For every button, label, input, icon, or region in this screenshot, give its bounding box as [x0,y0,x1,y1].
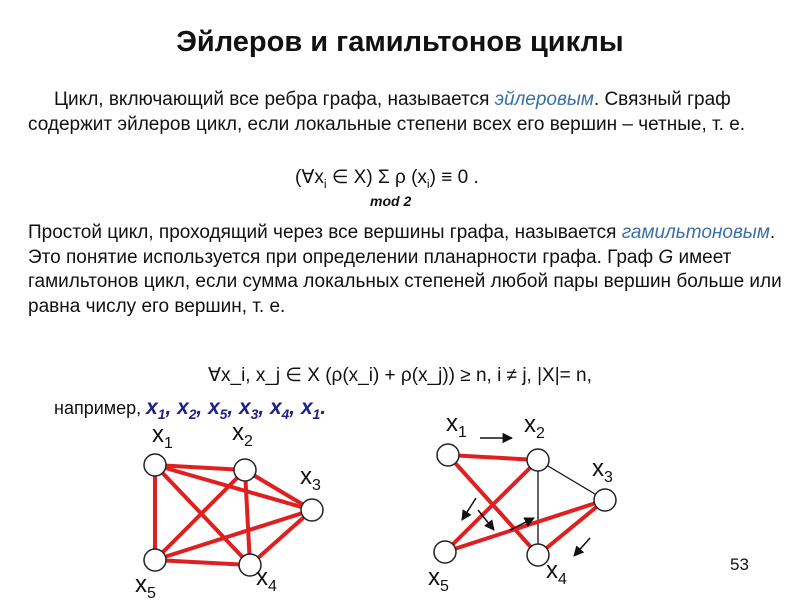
node-x3 [301,499,323,521]
euler-term: эйлеровым [494,89,594,110]
euler-edges [155,465,312,565]
label-x3: $x_3$ [592,455,613,486]
example-sequence: $x_1$, $x_2$, $x_5$, $x_3$, $x_4$, $x_1$. [146,396,327,423]
sequence-item: $x_1$ [146,396,166,423]
label-x1: $x_1$ [152,421,173,452]
sequence-item: $x_4$ [269,396,290,423]
label-x3: $x_3$ [300,463,321,494]
sequence-item: $x_5$ [208,396,228,423]
node-x2 [527,449,549,471]
edge [245,470,250,565]
arrow [462,498,476,520]
label-x2: $x_2$ [232,419,253,450]
mod-label: mod 2 [370,193,412,209]
label-x5: $x_5$ [135,571,156,600]
euler-graph [135,419,323,600]
label-x1: $x_1$ [446,410,467,441]
hamilton-formula: ∀x_i, x_j ∈ X (ρ(x_i) + ρ(x_j)) ≥ n, i ≠ j, |X|= n, [208,365,592,386]
hamilton-red-edges [445,455,605,555]
slide-title: Эйлеров и гамильтонов циклы [176,26,624,58]
node-x2 [234,459,256,481]
node-x1 [144,454,166,476]
example-prefix: например, [54,398,147,418]
node-x3 [594,489,616,511]
hamilton-labels [428,410,613,595]
label-x4: $x_4$ [256,564,277,595]
edge [155,560,250,565]
label-x5: $x_5$ [428,564,449,595]
sequence-item: $x_3$ [239,396,259,423]
node-x5 [144,549,166,571]
label-x2: $x_2$ [524,411,545,442]
graph-g: G [658,246,674,268]
edge [448,455,538,555]
node-x1 [437,444,459,466]
arrow [574,538,590,556]
sequence-item: $x_1$ [300,396,321,423]
label-x4: $x_4$ [546,557,567,588]
euler-text-a: Цикл, включающий все ребра графа, называется [54,89,495,110]
sequence-item: $x_2$ [177,396,197,423]
euler-formula: ($\forall x_i$ ∈ X) Σ ρ $(x_i) \equiv 0$ . [295,167,479,191]
hamilton-graph [428,410,616,595]
hamilton-text-c: имеет гамильтонов цикл, если сумма локальных степеней любой пары вершин больше или равна числу его вершин, т. е. [28,246,782,317]
edge [448,455,538,460]
page-number: 53 [730,555,749,574]
edge [538,500,605,555]
euler-text-b: . Связный граф содержит эйлеров цикл, если локальные степени всех его вершин – четные, т. е. [28,89,746,135]
hamilton-text-b: . Это понятие используется при определении планарности графа. Граф [28,222,776,268]
node-x5 [434,541,456,563]
hamilton-term: гамильтоновым [621,222,770,243]
hamilton-text-a: Простой цикл, проходящий через все вершины графа, называется [28,222,622,243]
euler-labels [135,419,321,600]
